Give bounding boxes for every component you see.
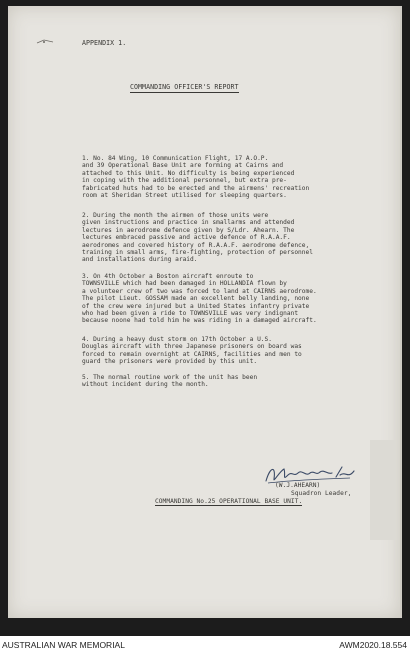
- paragraph-line: 2. During the month the airmen of those units were: [82, 212, 269, 219]
- paragraph-4: [82, 336, 382, 366]
- paragraph-3: [82, 273, 382, 325]
- signatory-name: (W.J.AHEARN): [275, 482, 321, 489]
- paragraph-line: of the crew were injured but a United States infantry private: [82, 302, 310, 310]
- paragraph-line: and 39 Operational Base Unit are forming at Cairns and: [82, 162, 284, 170]
- paragraph-line: lectures in aerodrome defence given by S/Ldr. Ahearn. The: [82, 226, 295, 234]
- signatory-unit: COMMANDING No.25 OPERATIONAL BASE UNIT.: [155, 498, 303, 505]
- footer-accession-number: AWM2020.18.554: [339, 640, 407, 650]
- paragraph-line: The pilot Lieut. GOSSAM made an excellent belly landing, none: [82, 295, 310, 303]
- paragraph-line: forced to remain overnight at CAIRNS, facilities and men to: [82, 350, 302, 358]
- paragraph-line: without incident during the month.: [82, 381, 209, 389]
- paragraph-1: [82, 155, 382, 199]
- footer-bar: [0, 636, 410, 653]
- paragraph-line: given instructions and practice in smallarms and attended: [82, 219, 295, 227]
- paragraph-line: in coping with the additional personnel, but extra pre-: [82, 177, 287, 185]
- paragraph-line: 1. No. 84 Wing, 10 Communication Flight, 17 A.O.P.: [82, 155, 269, 162]
- paragraph-line: attached to this Unit. No difficulty is being experienced: [82, 169, 295, 177]
- paragraph-line: fabricated huts had to be erected and the airmens' recreation: [82, 184, 310, 192]
- paragraph-line: a volunteer crew of two was forced to land at CAIRNS aerodrome.: [82, 287, 317, 295]
- signatory-rank: Squadron Leader,: [291, 490, 352, 497]
- paragraph-line: lectures embraced passive and active defence of R.A.A.F.: [82, 234, 291, 242]
- paragraph-5: [82, 374, 382, 389]
- paragraph-line: Douglas aircraft with three Japanese prisoners on board was: [82, 343, 302, 351]
- paragraph-line: training in small arms, fire-fighting, protection of personnel: [82, 249, 313, 257]
- paper-tab-edge: [370, 440, 396, 540]
- paragraph-line: and installations during araid.: [82, 256, 198, 264]
- footer-institution: AUSTRALIAN WAR MEMORIAL: [2, 640, 125, 650]
- paragraph-line: aerodromes and covered history of R.A.A.F. aerodrome defence,: [82, 241, 310, 249]
- paragraph-line: guard the prisoners were provided by this unit.: [82, 358, 258, 366]
- paragraph-line: 5. The normal routine work of the unit has been: [82, 374, 258, 381]
- report-title: COMMANDING OFFICER'S REPORT: [130, 84, 239, 93]
- paragraph-line: who had been given a ride to TOWNSVILLE was very indignant: [82, 310, 299, 318]
- pin-mark-icon: [36, 38, 54, 48]
- appendix-label: APPENDIX 1.: [82, 39, 127, 47]
- paragraph-line: TOWNSVILLE which had been damaged in HOLLANDIA flown by: [82, 280, 287, 288]
- paragraph-2: [82, 212, 382, 264]
- paragraph-line: room at Sheridan Street utilised for sleeping quarters.: [82, 192, 287, 200]
- paragraph-line: 3. On 4th October a Boston aircraft enroute to: [82, 273, 254, 280]
- paragraph-line: 4. During a heavy dust storm on 17th October a U.S.: [82, 336, 272, 343]
- paragraph-line: because noone had told him he was riding in a damaged aircraft.: [82, 317, 317, 325]
